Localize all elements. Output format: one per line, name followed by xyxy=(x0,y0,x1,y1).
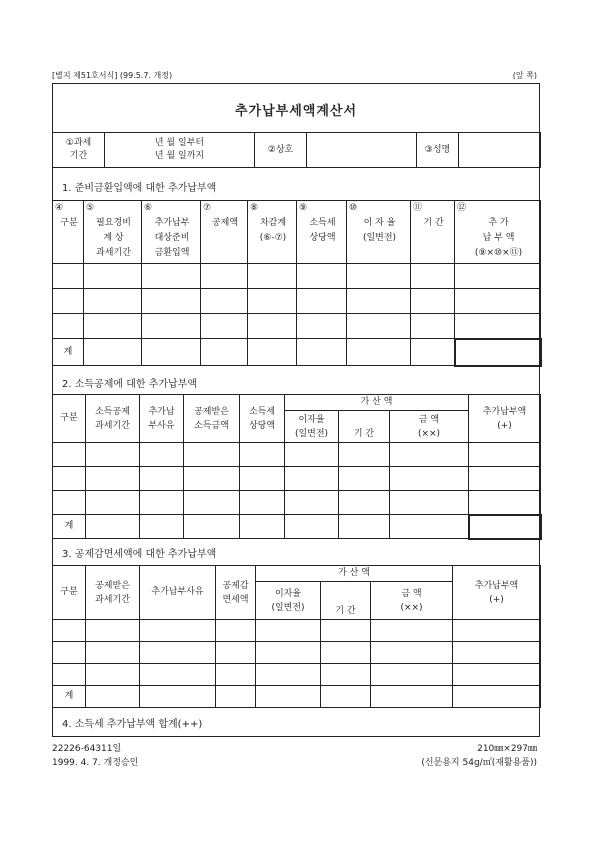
section2-title: 2. 소득공제에 대한 추가납부액 xyxy=(62,379,197,390)
section1-table xyxy=(52,200,542,367)
col-header: ⑤ 필요경비 계 상 과세기간 xyxy=(84,201,142,264)
section4-title: 4. 소득세 추가납부액 합계(++) xyxy=(62,719,203,730)
name-label: ③성명 xyxy=(417,133,459,168)
col-income: 공제받은 소득금액 xyxy=(184,395,240,443)
name-field[interactable] xyxy=(459,133,541,168)
table-row[interactable] xyxy=(53,264,541,289)
col-group-surcharge: 가 산 액 xyxy=(285,395,469,411)
sub-amount: 금 액 (××) xyxy=(390,411,469,443)
col-group-surcharge: 가 산 액 xyxy=(256,566,453,582)
col-header: ⑪ 기 간 xyxy=(411,201,455,264)
form-reference: [별지 제51호서식] (99.5.7. 개정) xyxy=(52,71,173,80)
sub-rate: 이자율 (일변전) xyxy=(285,411,339,443)
sub-period: 기 간 xyxy=(339,411,390,443)
table-row[interactable] xyxy=(53,620,541,642)
date-from: 년 월 일부터 xyxy=(154,138,205,148)
col-reason: 추가납 부사유 xyxy=(140,395,184,443)
date-to: 년 월 일까지 xyxy=(154,151,205,161)
total-label: 계 xyxy=(53,686,86,708)
col-header: ⑦ 공제액 xyxy=(201,201,248,264)
table-row[interactable] xyxy=(53,443,541,467)
total-row[interactable] xyxy=(53,515,541,539)
col-header: ⑫ 추 가 납 부 액 (⑨×⑩×⑪) xyxy=(455,201,541,264)
col-total: 추가납부액 (+) xyxy=(453,566,541,620)
col-total: 추가납부액 (+) xyxy=(469,395,541,443)
col-header: ④ 구분 xyxy=(53,201,84,264)
sub-period: 기 간 xyxy=(321,582,371,620)
col-div: 구분 xyxy=(53,566,86,620)
page-side-label: (앞 쪽) xyxy=(512,71,537,80)
col-header: ⑧ 차감계 (⑥-⑦) xyxy=(248,201,297,264)
col-header: ⑩ 이 자 율 (일변전) xyxy=(347,201,411,264)
table-row[interactable] xyxy=(53,642,541,664)
section3-title: 3. 공제감면세액에 대한 추가납부액 xyxy=(62,549,217,560)
approval-date: 1999. 4. 7. 개정승인 xyxy=(52,758,139,768)
tax-period-dates[interactable] xyxy=(105,133,255,168)
total-label: 계 xyxy=(53,515,86,539)
paper-type: (신문용지 54g/㎡(재활용품)) xyxy=(421,758,537,768)
company-field[interactable] xyxy=(307,133,417,168)
col-header: ⑨ 소득세 상당액 xyxy=(297,201,347,264)
col-reduce: 공제감 면세액 xyxy=(216,566,256,620)
col-reason: 추가납부사유 xyxy=(140,566,216,620)
sub-amount: 금 액 (××) xyxy=(371,582,453,620)
table-row[interactable] xyxy=(53,289,541,314)
section3-table xyxy=(52,565,541,708)
table-row[interactable] xyxy=(53,314,541,339)
table-row[interactable] xyxy=(53,664,541,686)
total-label: 계 xyxy=(53,339,84,366)
tax-period-label: ①과세 기간 xyxy=(53,133,105,168)
total-row[interactable] xyxy=(53,339,541,366)
section2-table xyxy=(52,394,542,540)
col-header: ⑥ 추가납부 대상준비 금환입액 xyxy=(142,201,201,264)
form-title: 추가납부세액계산서 xyxy=(234,104,358,119)
col-tax: 소득세 상당액 xyxy=(240,395,285,443)
info-table xyxy=(52,132,541,168)
table-row[interactable] xyxy=(53,467,541,491)
table-row[interactable] xyxy=(53,491,541,515)
total-row[interactable] xyxy=(53,686,541,708)
total-amount-field[interactable] xyxy=(469,515,541,539)
col-period: 소득공제 과세기간 xyxy=(86,395,140,443)
total-amount-field[interactable] xyxy=(455,339,541,366)
paper-size: 210㎜×297㎜ xyxy=(477,744,537,754)
col-div: 구분 xyxy=(53,395,86,443)
sub-rate: 이자율 (일변전) xyxy=(256,582,321,620)
company-label: ②상호 xyxy=(255,133,307,168)
col-period: 공제받은 과세기간 xyxy=(86,566,140,620)
section1-title: 1. 준비금환입액에 대한 추가납부액 xyxy=(62,183,217,194)
form-code: 22226-64311일 xyxy=(52,744,122,754)
